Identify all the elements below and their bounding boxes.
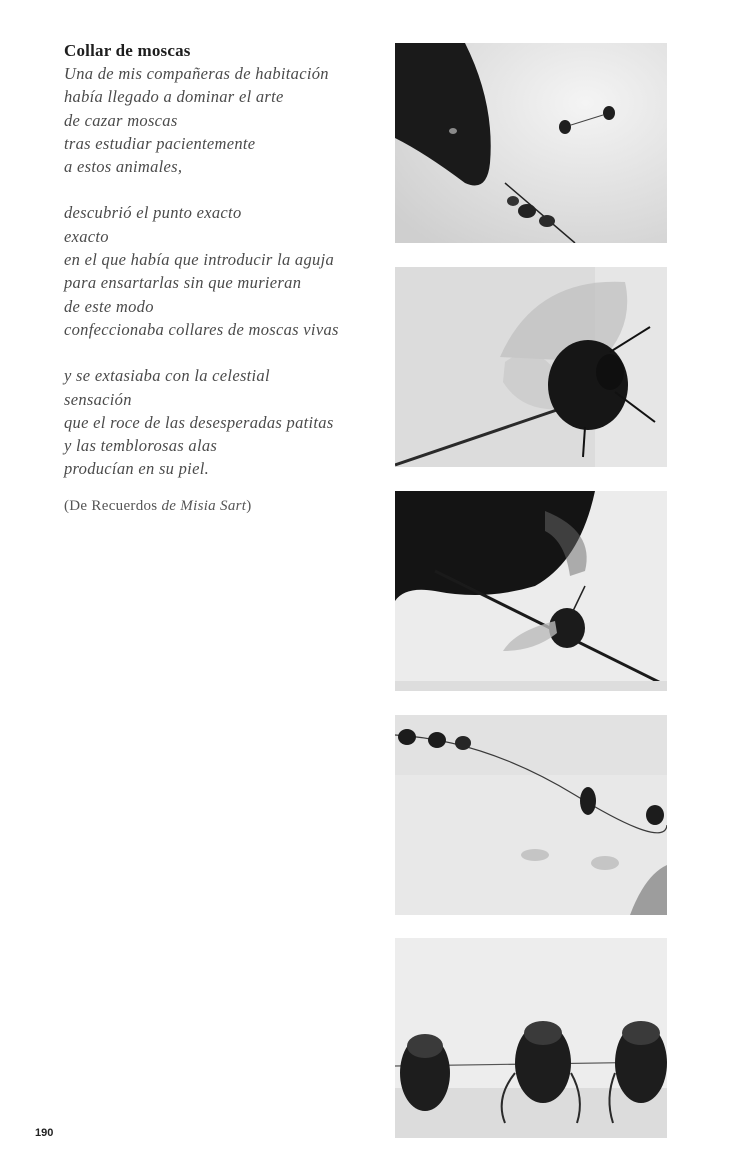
poem-source bbox=[64, 498, 384, 515]
poem-line: producían en su piel. bbox=[64, 459, 210, 479]
poem-line: de este modo bbox=[64, 296, 154, 316]
poem-title: Collar de moscas bbox=[64, 41, 191, 60]
poem-line: Una de mis compañeras de habitación bbox=[64, 64, 329, 83]
poem-line: que el roce de las desesperadas patitas bbox=[64, 412, 334, 432]
photo-fly-closeup bbox=[395, 267, 667, 467]
source-title: de Misia Sart bbox=[161, 497, 247, 514]
poem-line: y las temblorosas alas bbox=[64, 436, 218, 456]
photo-three-flies bbox=[395, 938, 667, 1138]
page-number: 190 bbox=[35, 1127, 54, 1139]
poem-line: había llegado a dominar el arte bbox=[64, 87, 284, 107]
poem-line: sensación bbox=[64, 389, 132, 409]
stanza-1 bbox=[64, 62, 384, 178]
poem-block bbox=[64, 40, 384, 515]
poem-line: y se extasiaba con la celestial bbox=[64, 366, 270, 386]
source-open: (De Recuerdos bbox=[64, 497, 162, 514]
poem-line: descubrió el punto exacto bbox=[64, 203, 242, 223]
poem-line: tras estudiar pacientemente bbox=[64, 133, 256, 153]
photo-flies-thread bbox=[395, 715, 667, 915]
poem-line: a estos animales, bbox=[64, 157, 183, 177]
photo-fly-hand bbox=[395, 491, 667, 691]
stanza-3 bbox=[64, 364, 384, 480]
poem-line: de cazar moscas bbox=[64, 110, 178, 130]
stanza-2 bbox=[64, 201, 384, 341]
poem-line: en el que había que introducir la aguja bbox=[64, 250, 335, 270]
poem-line: exacto bbox=[64, 226, 109, 246]
poem-line: para ensartarlas sin que murieran bbox=[64, 273, 302, 293]
source-close: ) bbox=[246, 497, 252, 514]
poem-line: confeccionaba collares de moscas vivas bbox=[64, 319, 339, 339]
photo-fingertip-flies bbox=[395, 43, 667, 243]
